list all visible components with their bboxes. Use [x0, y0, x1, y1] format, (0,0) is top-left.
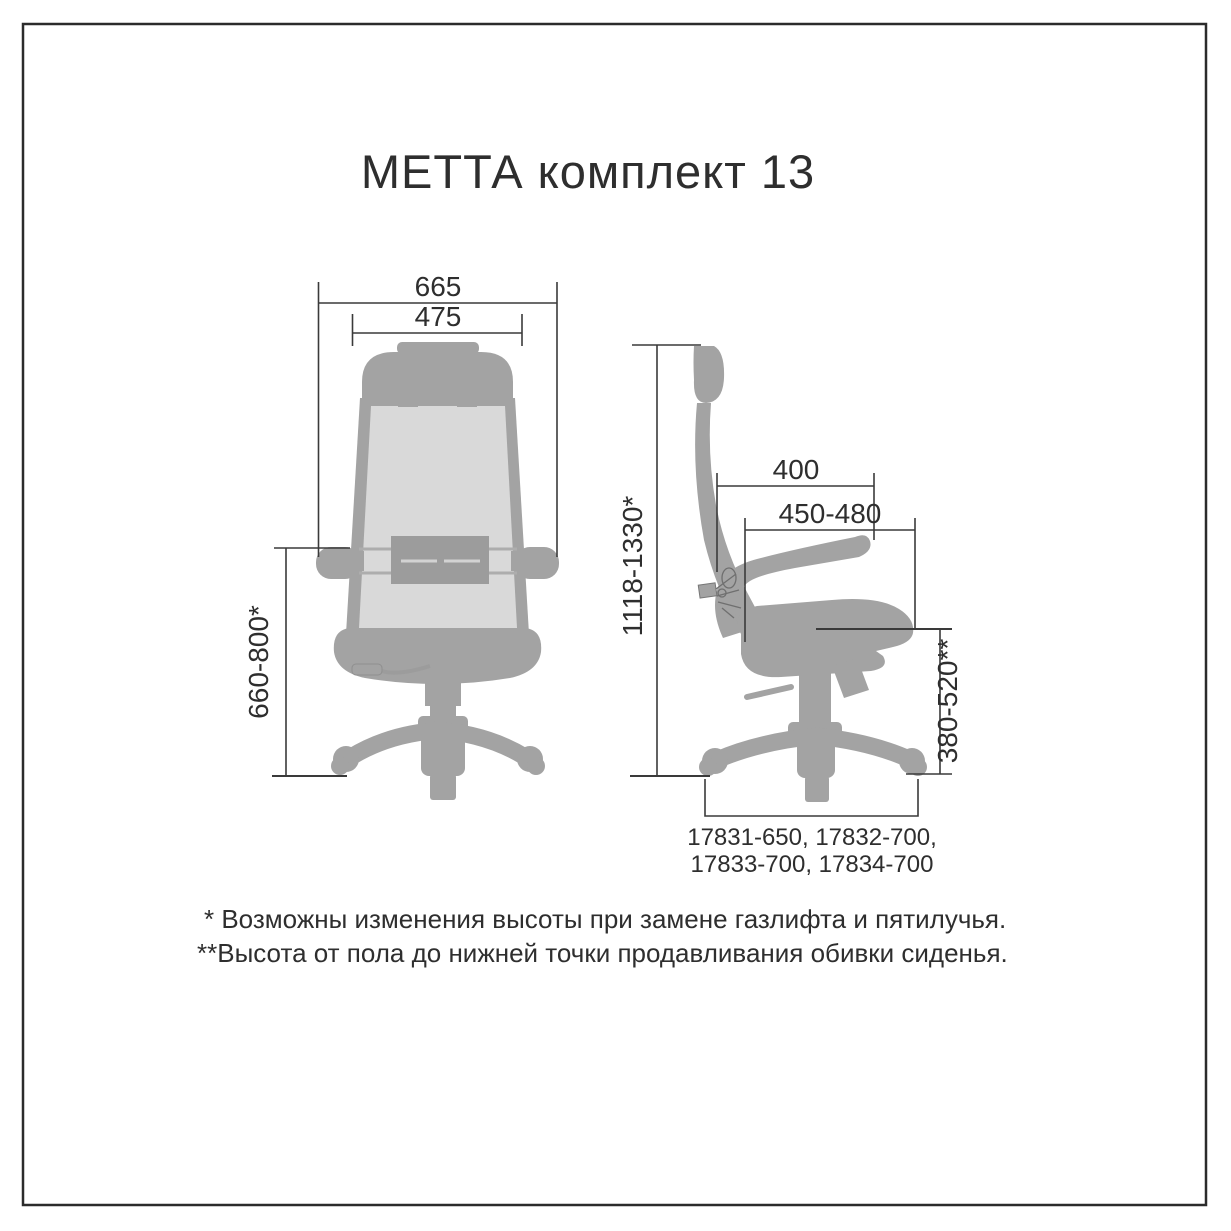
side-caster-left-wheel [699, 758, 717, 776]
front-armrest-left-mount [354, 551, 364, 571]
front-caster-left-wheel [331, 757, 349, 775]
front-back-mesh [359, 406, 517, 628]
front-armrest-left [316, 547, 360, 579]
front-caster-right-wheel [527, 757, 545, 775]
side-base-leg-center [797, 730, 835, 778]
side-caster-center [805, 776, 829, 802]
border-frame [23, 24, 1206, 1205]
dim-overall-width: 665 [414, 271, 462, 302]
front-armrest-right [515, 547, 559, 579]
front-base-leg-center [421, 728, 465, 776]
side-view-chair [694, 346, 928, 802]
front-mesh-tab-right [457, 398, 477, 407]
side-lever [747, 687, 791, 697]
front-caster-center [430, 774, 456, 800]
dim-back-depth: 400 [772, 454, 820, 485]
front-armrest-right-mount [511, 551, 521, 571]
front-headrest [362, 352, 513, 402]
footnotes [197, 904, 1008, 968]
side-seat [737, 599, 913, 677]
footnote-gaslift: * Возможны изменения высоты при замене газлифта и пятилучья. [204, 904, 1007, 934]
base-codes-line2: 17833-700, 17834-700 [690, 851, 934, 878]
side-headrest [694, 346, 725, 403]
page-title: МЕТТА комплект 13 [360, 145, 816, 198]
dim-seat-height: 380-520** [932, 638, 963, 764]
front-lever-handle [352, 664, 382, 675]
front-gas-cylinder-top [425, 682, 461, 706]
footnote-seat-height: **Высота от пола до нижней точки продавливания обивки сиденья. [197, 938, 1008, 968]
base-codes-line1: 17831-650, 17832-700, [687, 824, 937, 851]
dim-seat-depth: 450-480 [778, 498, 882, 529]
dim-back-width: 475 [414, 301, 462, 332]
front-view-chair [316, 342, 559, 800]
dim-armrest-height: 660-800* [243, 605, 274, 719]
knob-body [698, 583, 717, 598]
front-seat [334, 628, 541, 684]
dim-overall-height: 1118-1330* [617, 495, 648, 637]
front-mesh-tab-left [398, 398, 418, 407]
